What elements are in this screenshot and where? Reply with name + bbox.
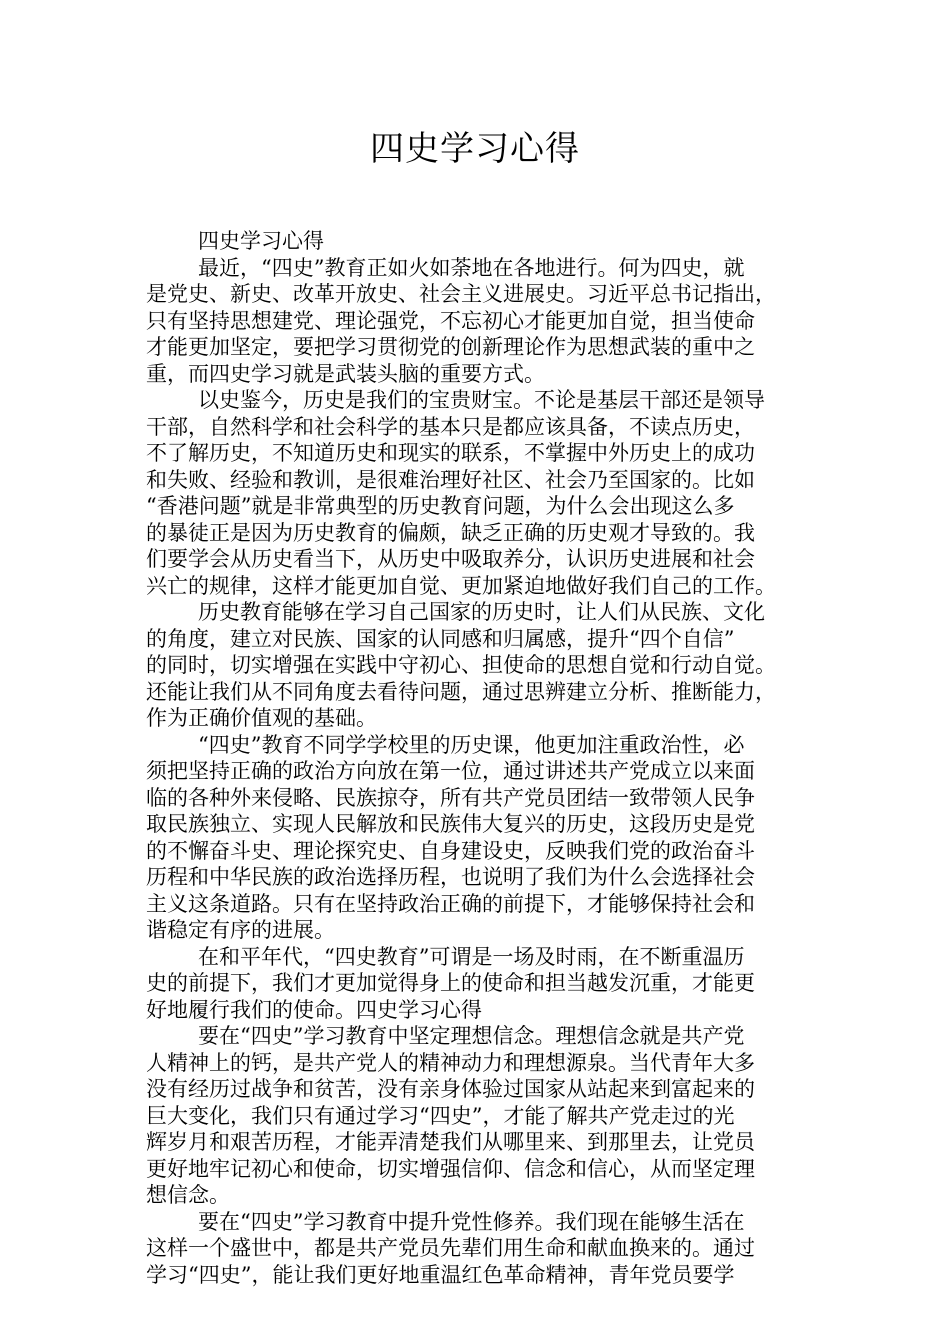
text-line: 们要学会从历史看当下，从历史中吸取养分，认识历史进展和社会 — [146, 547, 755, 571]
text-line: 要在“四史”学习教育中提升党性修养。我们现在能够生活在 — [198, 1209, 745, 1234]
text-line: 谐稳定有序的进展。 — [146, 918, 335, 942]
text-line: 要在“四史”学习教育中坚定理想信念。理想信念就是共产党 — [198, 1024, 745, 1048]
text-line: 在和平年代，“四史教育”可谓是一场及时雨，在不断重温历 — [198, 944, 745, 969]
text-line: 的角度，建立对民族、国家的认同感和归属感，提升“四个自信” — [146, 626, 735, 651]
document-title: 四史学习心得 — [370, 129, 580, 169]
text-line: 辉岁月和艰苦历程，才能弄清楚我们从哪里来、到那里去，让党员 — [146, 1130, 755, 1154]
text-line: 还能让我们从不同角度去看待问题，通过思辨建立分析、推断能力， — [146, 679, 776, 704]
text-line: 作为正确价值观的基础。 — [146, 706, 377, 730]
text-line: 历史教育能够在学习自己国家的历史时，让人们从民族、文化 — [198, 600, 765, 624]
text-line: 只有坚持思想建党、理论强党，不忘初心才能更加自觉，担当使命 — [146, 308, 755, 333]
text-line: 以史鉴今，历史是我们的宝贵财宝。不论是基层干部还是领导 — [198, 388, 765, 412]
text-line: 没有经历过战争和贫苦，没有亲身体验过国家从站起来到富起来的 — [146, 1077, 755, 1101]
text-line: 和失败、经验和教训，是很难治理好社区、社会乃至国家的。比如 — [146, 467, 755, 492]
text-line: 最近，“四史”教育正如火如荼地在各地进行。何为四史，就 — [198, 255, 745, 280]
text-line: 干部，自然科学和社会科学的基本只是都应该具备，不读点历史， — [146, 414, 755, 439]
text-line: 史的前提下，我们才更加觉得身上的使命和担当越发沉重，才能更 — [146, 971, 755, 995]
text-line: 主义这条道路。只有在坚持政治正确的前提下，才能够保持社会和 — [146, 891, 755, 916]
text-line: 才能更加坚定，要把学习贯彻党的创新理论作为思想武装的重中之 — [146, 335, 755, 359]
text-line: 巨大变化，我们只有通过学习“四史”，才能了解共产党走过的光 — [146, 1103, 735, 1128]
text-line: 四史学习心得 — [198, 229, 324, 253]
text-line: 不了解历史，不知道历史和现实的联系，不掌握中外历史上的成功 — [146, 441, 755, 465]
text-line: “四史”教育不同学学校里的历史课，他更加注重政治性，必 — [198, 732, 745, 757]
text-line: 更好地牢记初心和使命，切实增强信仰、信念和信心，从而坚定理 — [146, 1156, 755, 1181]
text-line: 兴亡的规律，这样才能更加自觉、更加紧迫地做好我们自己的工作。 — [146, 573, 776, 598]
text-line: 的不懈奋斗史、理论探究史、自身建设史，反映我们党的政治奋斗 — [146, 838, 755, 863]
text-line: 学习“四史”，能让我们更好地重温红色革命精神，青年党员要学 — [146, 1262, 735, 1287]
text-line: 人精神上的钙，是共产党人的精神动力和理想源泉。当代青年大多 — [146, 1050, 755, 1075]
text-line: “香港问题”就是非常典型的历史教育问题，为什么会出现这么多 — [146, 494, 735, 518]
text-line: 想信念。 — [146, 1183, 230, 1207]
text-line: 取民族独立、实现人民解放和民族伟大复兴的历史，这段历史是党 — [146, 812, 755, 836]
text-line: 临的各种外来侵略、民族掠夺，所有共产党员团结一致带领人民争 — [146, 785, 755, 810]
text-line: 是党史、新史、改革开放史、社会主义进展史。习近平总书记指出， — [146, 282, 776, 306]
text-line: 历程和中华民族的政治选择历程，也说明了我们为什么会选择社会 — [146, 865, 755, 889]
text-line: 好地履行我们的使命。四史学习心得 — [146, 997, 482, 1022]
text-line: 这样一个盛世中，都是共产党员先辈们用生命和献血换来的。通过 — [146, 1236, 755, 1260]
document-body — [146, 228, 818, 1288]
text-line: 的暴徒正是因为历史教育的偏颇，缺乏正确的历史观才导致的。我 — [146, 520, 755, 545]
text-line: 须把坚持正确的政治方向放在第一位，通过讲述共产党成立以来面 — [146, 759, 755, 783]
text-line: 重，而四史学习就是武装头脑的重要方式。 — [146, 361, 545, 386]
text-line: 的同时，切实增强在实践中守初心、担使命的思想自觉和行动自觉。 — [146, 653, 776, 677]
